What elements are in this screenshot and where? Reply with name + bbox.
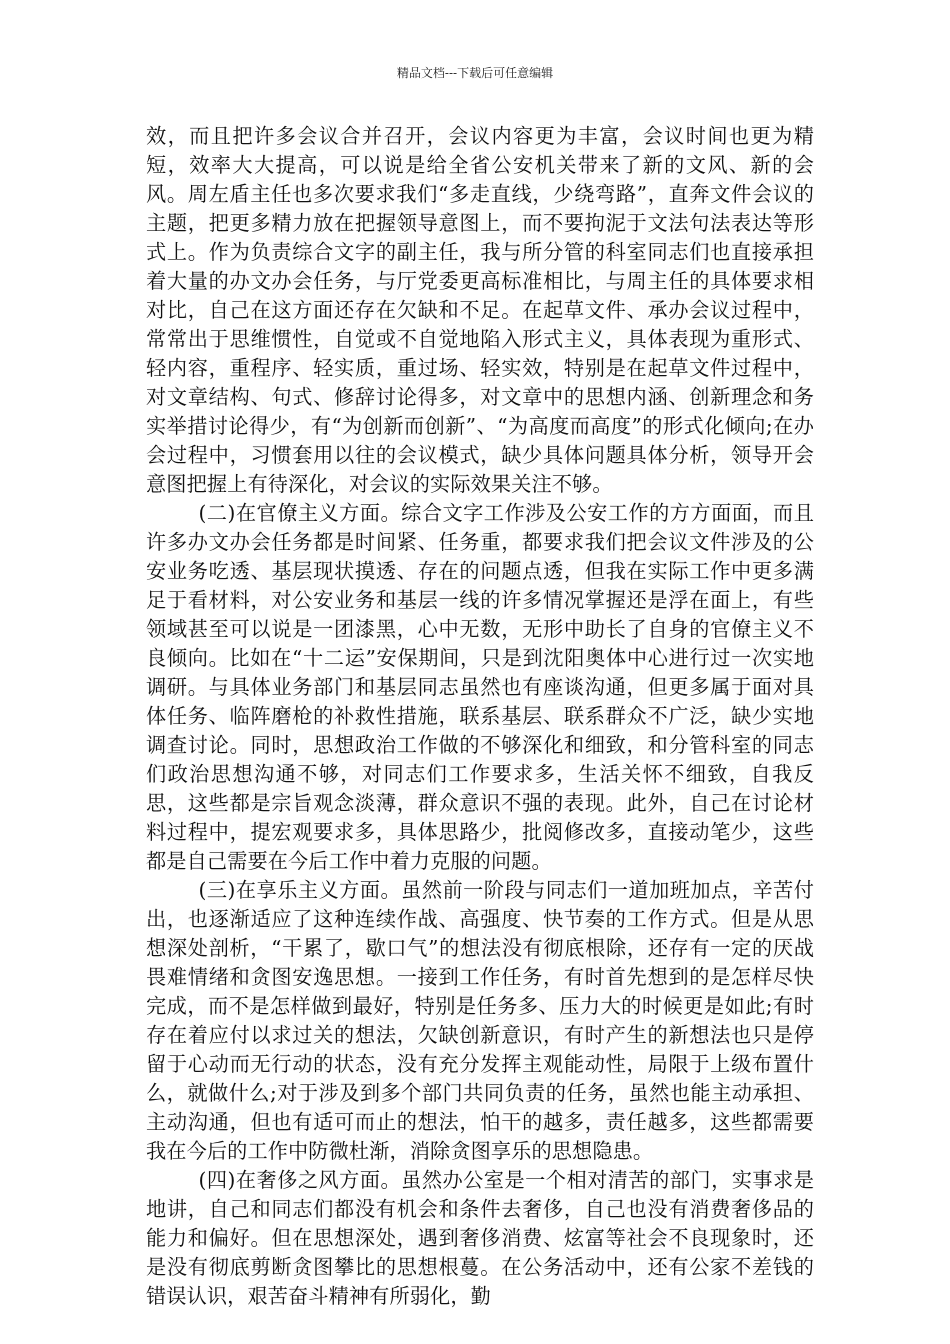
paragraph-1: 效，而且把许多会议合并召开，会议内容更为丰富，会议时间也更为精短，效率大大提高，可以说是给全省公安机关带来了新的文风、新的会风。周左盾主任也多次要求我们“多走直线，少绕弯路”，直奔文件会议的主题，把更多精力放在把握领导意图上，而不要拘泥于文法句法表达等形式上。作为负责综合文字的副主任，我与所分管的科室同志们也直接承担着大量的办文办会任务，与厅党委更高标准相比，与周主任的具体要求相对比，自己在这方面还存在欠缺和不足。在起草文件、承办会议过程中，常常出于思维惯性，自觉或不自觉地陷入形式主义，具体表现为重形式、轻内容，重程序、轻实质，重过场、轻实效，特别是在起草文件过程中，对文章结构、句式、修辞讨论得多，对文章中的思想内涵、创新理念和务实举措讨论得少，有“为创新而创新”、“为高度而高度”的形式化倾向;在办会过程中，习惯套用以往的会议模式，缺少具体问题具体分析，领导开会意图把握上有待深化，对会议的实际效果关注不够。 xyxy=(146,124,814,496)
paragraph-4: (四)在奢侈之风方面。虽然办公室是一个相对清苦的部门，实事求是地讲，自己和同志们都没有机会和条件去奢侈，自己也没有消费奢侈品的能力和偏好。但在思想深处，遇到奢侈消费、炫富等社会不良现象时，还是没有彻底剪断贪图攀比的思想根蔓。在公务活动中，还有公家不差钱的错误认识，艰苦奋斗精神有所弱化，勤 xyxy=(146,1168,814,1308)
page-header: 精品文档---下载后可任意编辑 xyxy=(396,66,554,80)
paragraph-2: (二)在官僚主义方面。综合文字工作涉及公安工作的方方面面，而且许多办文办会任务都是时间紧、任务重，都要求我们把会议文件涉及的公安业务吃透、基层现状摸透、存在的问题点透，但我在实际工作中更多满足于看材料，对公安业务和基层一线的许多情况掌握还是浮在面上，有些领域甚至可以说是一团漆黑，心中无数，无形中助长了自身的官僚主义不良倾向。比如在“十二运”安保期间，只是到沈阳奥体中心进行过一次实地调研。与具体业务部门和基层同志虽然也有座谈沟通，但更多属于面对具体任务、临阵磨枪的补救性措施，联系基层、联系群众不广泛，缺少实地调查讨论。同时，思想政治工作做的不够深化和细致，和分管科室的同志们政治思想沟通不够，对同志们工作要求多，生活关怀不细致，自我反思，这些都是宗旨观念淡薄，群众意识不强的表现。此外，自己在讨论材料过程中，提宏观要求多，具体思路少，批阅修改多，直接动笔少，这些都是自己需要在今后工作中着力克服的问题。 xyxy=(146,501,814,873)
document-body xyxy=(146,122,814,1311)
paragraph-3: (三)在享乐主义方面。虽然前一阶段与同志们一道加班加点，辛苦付出，也逐渐适应了这种连续作战、高强度、快节奏的工作方式。但是从思想深处剖析，“干累了，歇口气”的想法没有彻底根除，还存有一定的厌战畏难情绪和贪图安逸思想。一接到工作任务，有时首先想到的是怎样尽快完成，而不是怎样做到最好，特别是任务多、压力大的时候更是如此;有时存在着应付以求过关的想法，欠缺创新意识，有时产生的新想法也只是停留于心动而无行动的状态，没有充分发挥主观能动性，局限于上级布置什么，就做什么;对于涉及到多个部门共同负责的任务，虽然也能主动承担、主动沟通，但也有适可而止的想法，怕干的越多，责任越多，这些都需要我在今后的工作中防微杜渐，消除贪图享乐的思想隐患。 xyxy=(146,878,814,1163)
